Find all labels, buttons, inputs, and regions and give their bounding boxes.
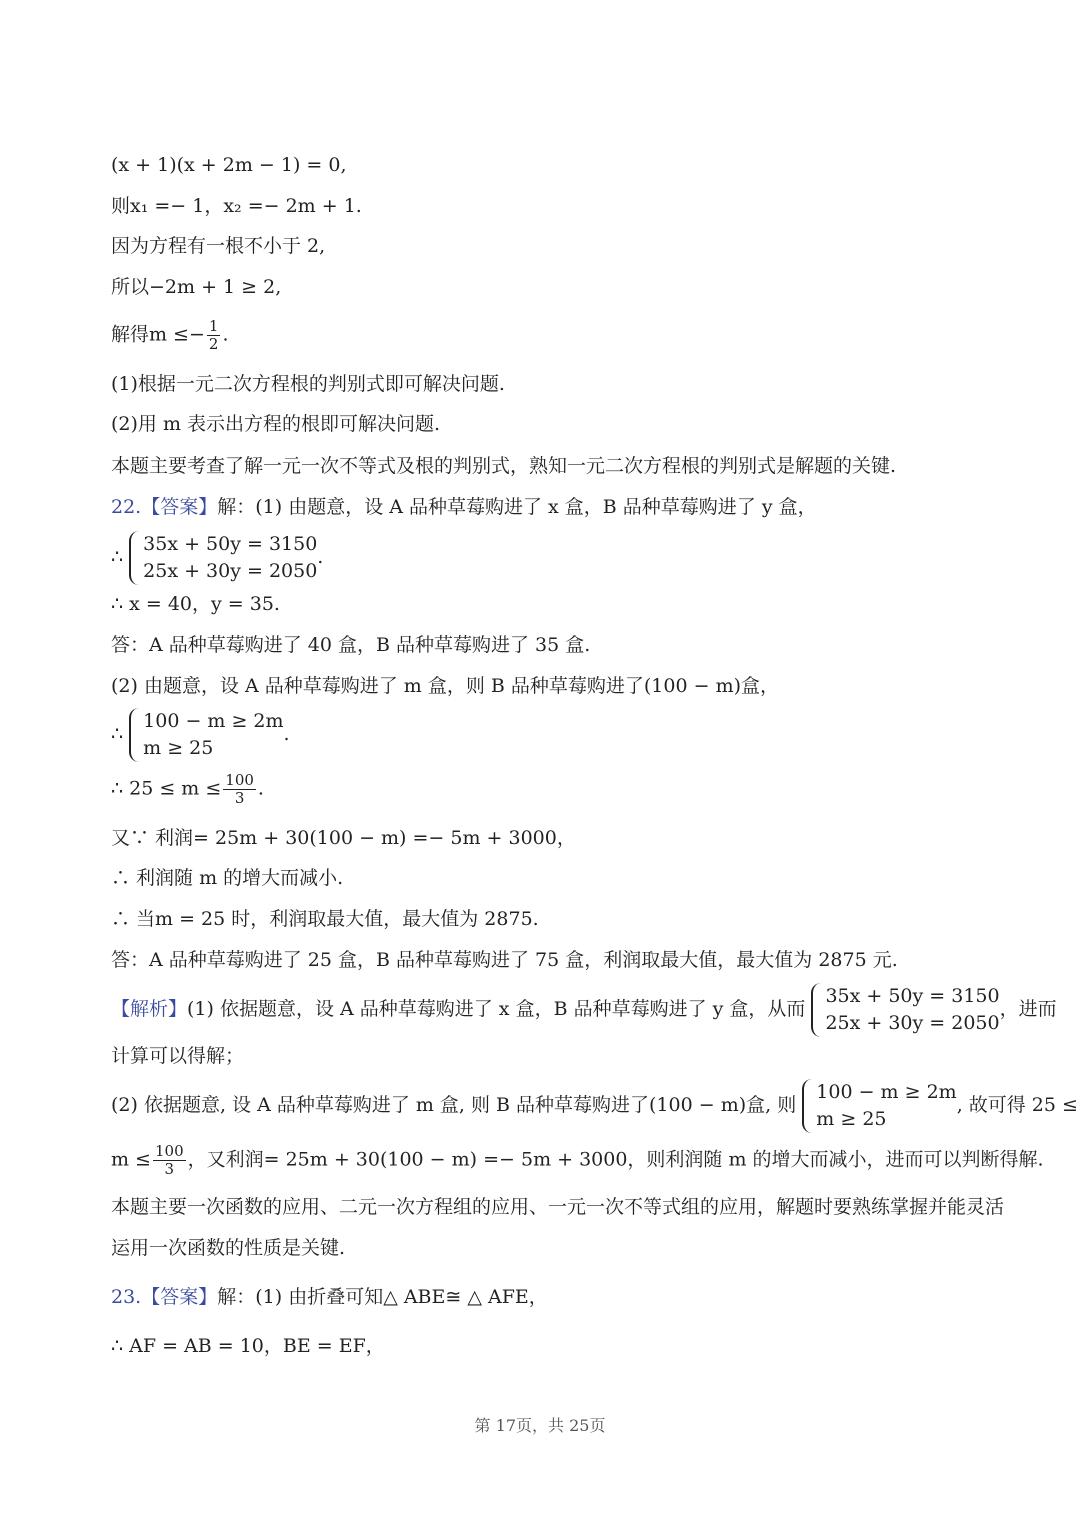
- page-footer: 第 17页，共 25页: [474, 1416, 606, 1435]
- text-line: 本题主要考查了解一元一次不等式及根的判别式，熟知一元二次方程根的判别式是解题的关键.: [111, 455, 897, 477]
- text-line: ∴ 利润随 m 的增大而减小.: [111, 867, 344, 889]
- analysis-part-1: 【解析】(1) 依据题意，设 A 品种草莓购进了 x 盒，B 品种草莓购进了 y 盒，从而 35x + 50y = 3150 25x + 30y = 2050 ，进而: [111, 983, 1057, 1037]
- answer-tag: 【答案】: [141, 496, 218, 518]
- solution-prefix: 解得m ≤−: [111, 323, 205, 346]
- text-line: 计算可以得解；: [111, 1045, 245, 1067]
- equation-system-1: ∴ 35x + 50y = 3150 25x + 30y = 2050 .: [111, 531, 323, 585]
- analysis-tag: 【解析】: [111, 998, 188, 1020]
- roots-line: 则x₁ =− 1，x₂ =− 2m + 1.: [111, 195, 362, 217]
- result-line: ∴ x = 40，y = 35.: [111, 593, 280, 615]
- text-line: 运用一次函数的性质是关键.: [111, 1237, 346, 1259]
- analysis-part-3: m ≤ $\frac{100}{3}$ ，又利润= 25m + 30(100 − m) =− 5m + 3000，则利润随 m 的增大而减小，进而可以判断得解.: [111, 1142, 1044, 1178]
- system-brace: 100 − m ≥ 2m m ≥ 25: [129, 708, 283, 762]
- question-23-answer: 23.【答案】解：(1) 由折叠可知△ ABE≅ △ AFE，: [111, 1286, 548, 1308]
- fraction: $\frac{100}{3}$: [225, 771, 254, 807]
- question-number: 22.: [111, 496, 142, 518]
- text-line: ∴ AF = AB = 10，BE = EF，: [111, 1335, 385, 1357]
- answer-tag: 【答案】: [141, 1286, 218, 1308]
- text-line: 因为方程有一根不小于 2,: [111, 235, 326, 257]
- text-line: (2)用 m 表示出方程的根即可解决问题.: [111, 413, 441, 435]
- inequality-line: 所以−2m + 1 ≥ 2,: [111, 276, 282, 298]
- range-line: ∴ 25 ≤ m ≤ $\frac{100}{3}$ .: [111, 771, 264, 807]
- question-number: 23.: [111, 1286, 142, 1308]
- text-line: 答：A 品种草莓购进了 25 盒，B 品种草莓购进了 75 盒，利润取最大值，最大值为 2875 元.: [111, 949, 898, 971]
- inequality-system-1: ∴ 100 − m ≥ 2m m ≥ 25 .: [111, 708, 290, 762]
- solution-line: 解得m ≤− $\frac{1}{2}$ .: [111, 317, 229, 353]
- profit-line: 又∵ 利润= 25m + 30(100 − m) =− 5m + 3000，: [111, 827, 576, 849]
- text-line: (2) 由题意，设 A 品种草莓购进了 m 盒，则 B 品种草莓购进了(100 − m)盒，: [111, 675, 779, 697]
- system-brace: 35x + 50y = 3150 25x + 30y = 2050: [129, 531, 317, 585]
- equation-line: (x + 1)(x + 2m − 1) = 0,: [111, 154, 347, 176]
- fraction: $\frac{1}{2}$: [208, 317, 219, 353]
- question-22-answer: 22.【答案】解：(1) 由题意，设 A 品种草莓购进了 x 盒，B 品种草莓购进了 y 盒，: [111, 496, 817, 518]
- system-brace: 100 − m ≥ 2m m ≥ 25: [802, 1079, 956, 1133]
- analysis-part-2: (2) 依据题意, 设 A 品种草莓购进了 m 盒, 则 B 品种草莓购进了(100 − m)盒, 则 100 − m ≥ 2m m ≥ 25 , 故可得 25 ≤: [111, 1079, 1078, 1133]
- text-line: 答：A 品种草莓购进了 40 盒，B 品种草莓购进了 35 盒.: [111, 634, 591, 656]
- fraction: $\frac{100}{3}$: [154, 1142, 184, 1178]
- system-brace: 35x + 50y = 3150 25x + 30y = 2050: [811, 983, 999, 1037]
- text-line: ∴ 当m = 25 时，利润取最大值，最大值为 2875.: [111, 908, 539, 930]
- text-line: 本题主要一次函数的应用、二元一次方程组的应用、一元一次不等式组的应用，解题时要熟练掌握并能灵活: [111, 1196, 1005, 1218]
- text-line: (1)根据一元二次方程根的判别式即可解决问题.: [111, 373, 505, 395]
